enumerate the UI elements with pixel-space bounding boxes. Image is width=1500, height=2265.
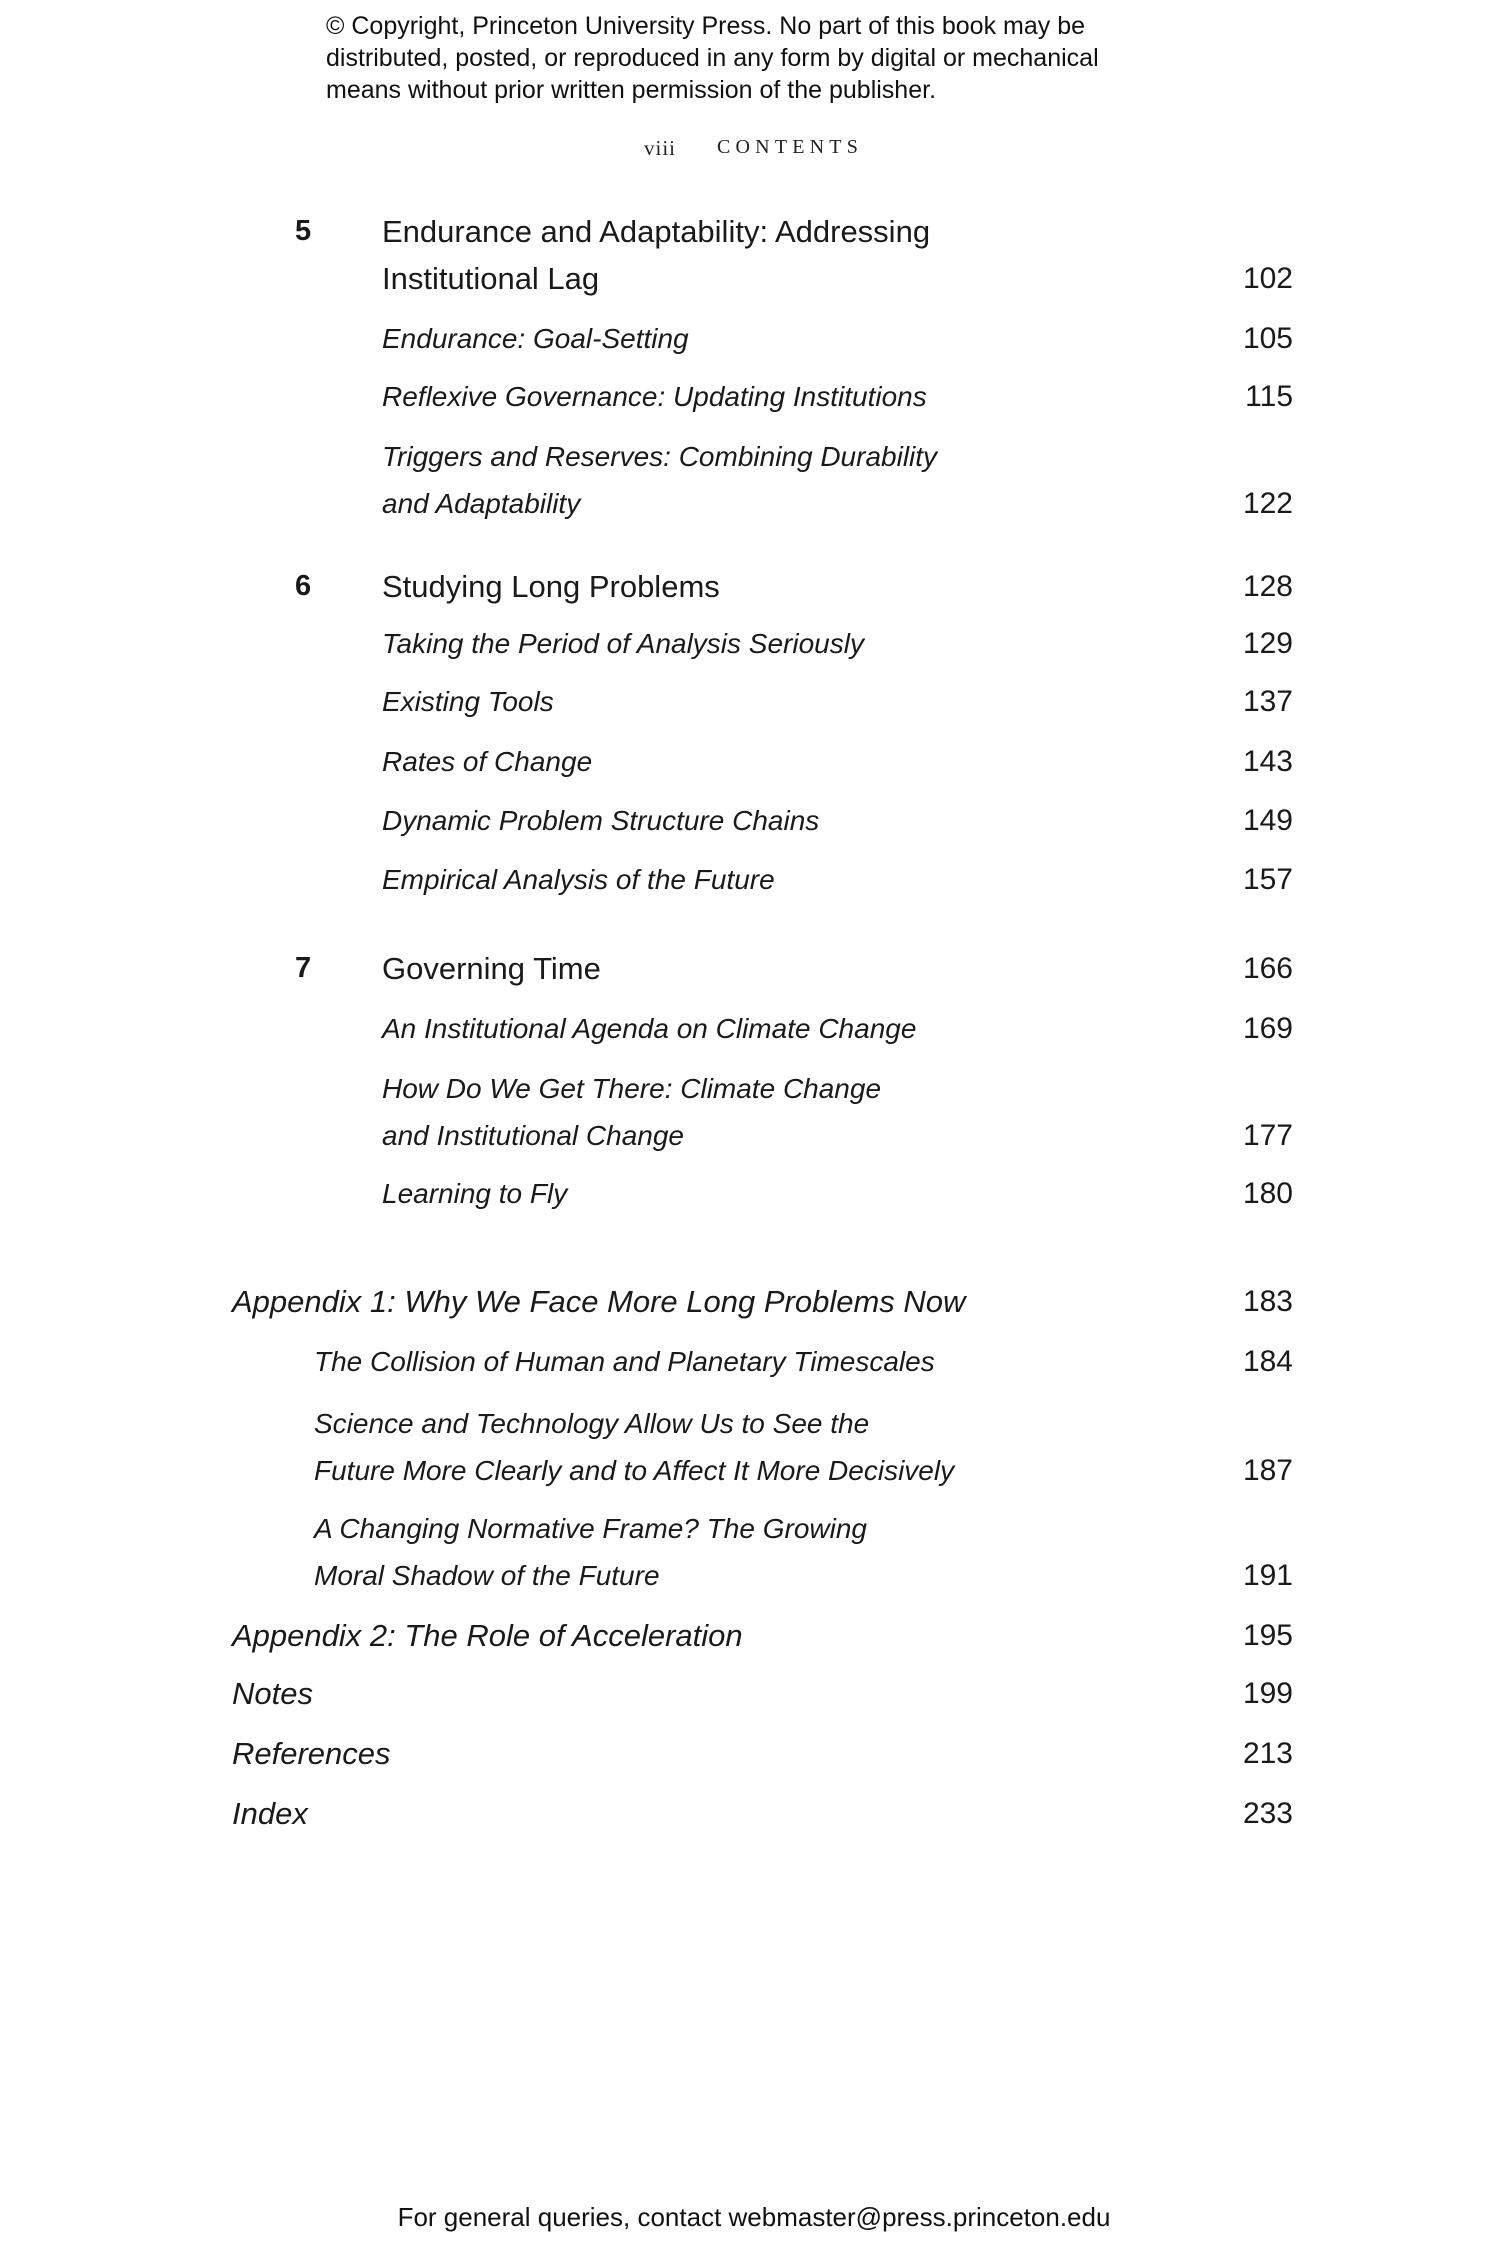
backmatter-title: References [232,1736,391,1771]
section-title [382,1065,881,1159]
section-title [314,1505,867,1599]
page-number: 122 [1242,487,1293,520]
appendix-title: Appendix 2: The Role of Acceleration [232,1618,743,1653]
page-number: 233 [1242,1797,1293,1830]
section-title [382,433,937,527]
chapter-title [382,208,930,302]
backmatter-title: Notes [232,1676,313,1711]
backmatter-title: Index [232,1796,308,1831]
section-title: Existing Tools [382,686,554,717]
section-title-line: Triggers and Reserves: Combining Durability [382,441,938,472]
chapter-number: 7 [295,952,312,984]
running-head-title: CONTENTS [717,136,864,158]
page-number: 166 [1242,952,1293,985]
section-title-line: and Adaptability [382,488,581,519]
section-title: Empirical Analysis of the Future [382,864,775,895]
section-title: Rates of Change [382,746,593,777]
page-number: 129 [1242,627,1293,660]
page-number: 115 [1245,380,1293,413]
footer-contact: For general queries, contact webmaster@press.princeton.edu [397,2202,1111,2232]
chapter-title-line: Endurance and Adaptability: Addressing [382,214,931,249]
chapter-number: 5 [295,215,312,247]
page-number: 213 [1242,1737,1293,1770]
section-title: Taking the Period of Analysis Seriously [382,628,864,659]
page-number: 199 [1242,1677,1293,1710]
page-number: 195 [1242,1619,1293,1652]
page-number: 169 [1242,1012,1293,1045]
copyright-line: means without prior written permission of the publisher. [326,76,937,104]
page-number: 102 [1242,262,1293,295]
chapter-title: Governing Time [382,951,601,986]
section-title: Reflexive Governance: Updating Institutions [382,381,927,412]
page-number: 183 [1242,1285,1293,1318]
copyright-line: © Copyright, Princeton University Press. No part of this book may be [326,12,1086,40]
section-title-line: Future More Clearly and to Affect It More Decisively [314,1455,955,1486]
page-number: 105 [1242,322,1293,355]
section-title-line: Science and Technology Allow Us to See the [314,1408,870,1439]
chapter-number: 6 [295,570,312,602]
page-number: 191 [1242,1559,1293,1592]
page-number: 143 [1242,745,1293,778]
chapter-title-line: Institutional Lag [382,261,600,296]
chapter-title: Studying Long Problems [382,569,720,604]
page-number: 157 [1242,863,1293,896]
page-number: 177 [1242,1119,1293,1152]
section-title: An Institutional Agenda on Climate Change [382,1013,917,1044]
section-title: Learning to Fly [382,1178,568,1209]
page-number: 137 [1242,685,1293,718]
section-title: Endurance: Goal-Setting [382,323,689,354]
page-number: 128 [1242,570,1293,603]
appendix-title: Appendix 1: Why We Face More Long Problems Now [232,1284,966,1319]
section-title-line: Moral Shadow of the Future [314,1560,660,1591]
page-number: 180 [1242,1177,1293,1210]
page-number: 184 [1242,1345,1293,1378]
page-number: 187 [1242,1454,1293,1487]
page-number: 149 [1242,804,1293,837]
copyright-notice [326,10,1226,106]
section-title-line: and Institutional Change [382,1120,684,1151]
section-title [314,1400,954,1494]
section-title-line: How Do We Get There: Climate Change [382,1073,882,1104]
section-title-line: A Changing Normative Frame? The Growing [314,1513,867,1544]
section-title: The Collision of Human and Planetary Timescales [314,1346,935,1377]
page-folio: viii [644,136,677,160]
copyright-line: distributed, posted, or reproduced in any form by digital or mechanical [326,44,1099,72]
section-title: Dynamic Problem Structure Chains [382,805,820,836]
